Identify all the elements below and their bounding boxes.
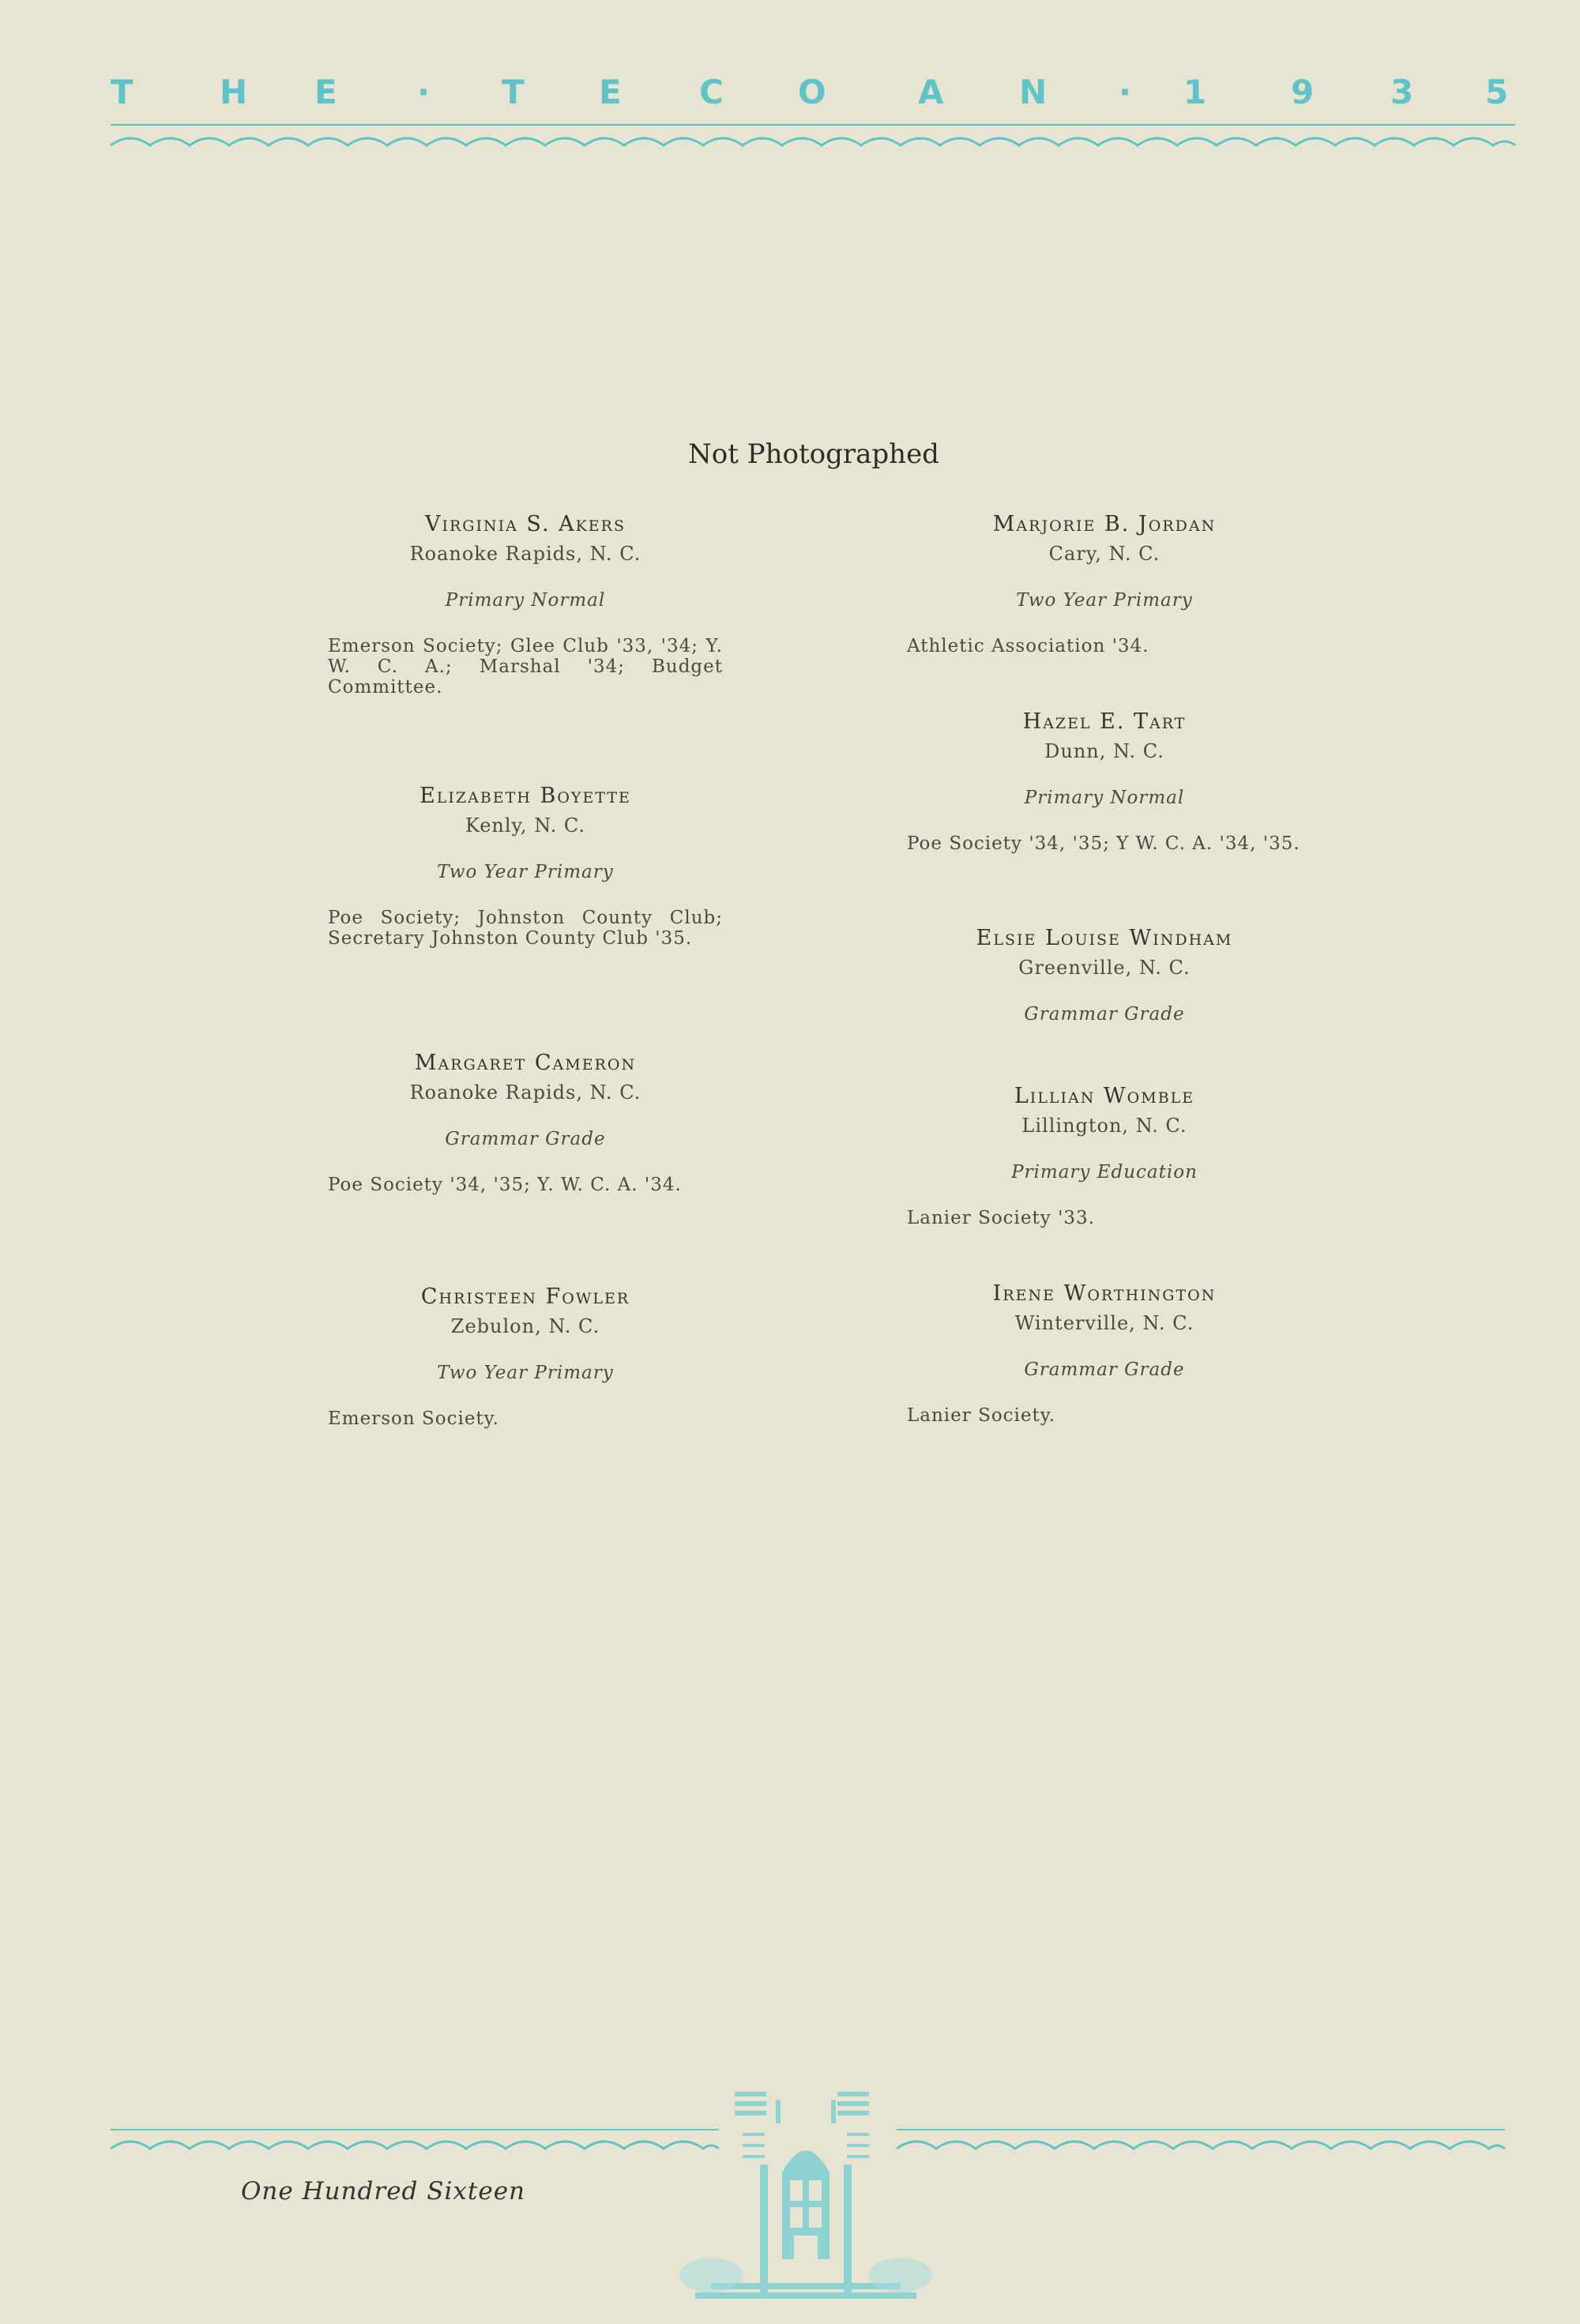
page-number-label: One Hundred Sixteen bbox=[241, 2177, 525, 2206]
student-hometown: Greenville, N. C. bbox=[1018, 957, 1191, 979]
student-entry bbox=[907, 709, 1302, 854]
header-letter: E bbox=[599, 73, 622, 111]
header-wave-divider bbox=[0, 118, 1580, 152]
header-letter: 1 bbox=[1183, 73, 1207, 111]
header-letter: E bbox=[314, 73, 337, 111]
student-course: Primary Normal bbox=[445, 590, 606, 611]
student-name: Virginia S. Akers bbox=[424, 512, 626, 536]
student-hometown: Cary, N. C. bbox=[1048, 543, 1161, 565]
header-letter: N bbox=[1019, 73, 1048, 111]
student-activities: Poe Society; Johnston County Club; Secretary Johnston County Club '35. bbox=[328, 908, 723, 949]
student-hometown: Roanoke Rapids, N. C. bbox=[409, 543, 641, 565]
header-letter: O bbox=[798, 73, 826, 111]
student-hometown: Kenly, N. C. bbox=[465, 814, 586, 837]
student-entry bbox=[328, 784, 723, 949]
student-hometown: Dunn, N. C. bbox=[1044, 740, 1164, 762]
student-name: Marjorie B. Jordan bbox=[992, 512, 1217, 536]
student-activities: Athletic Association '34. bbox=[907, 636, 1149, 656]
yearbook-header bbox=[111, 73, 1517, 112]
student-entry bbox=[328, 1051, 723, 1195]
student-course: Two Year Primary bbox=[437, 1363, 614, 1383]
student-hometown: Winterville, N. C. bbox=[1014, 1312, 1194, 1334]
student-course: Primary Normal bbox=[1024, 788, 1185, 808]
header-letter: · bbox=[417, 73, 430, 111]
student-course: Grammar Grade bbox=[445, 1129, 606, 1149]
student-activities: Emerson Society; Glee Club '33, '34; Y. W. C. A.; Marshal '34; Budget Committee. bbox=[328, 636, 723, 698]
student-hometown: Lillington, N. C. bbox=[1021, 1115, 1187, 1137]
student-name: Christeen Fowler bbox=[420, 1284, 630, 1309]
header-letter: T bbox=[111, 73, 134, 111]
header-letter: 3 bbox=[1390, 73, 1414, 111]
student-name: Elsie Louise Windham bbox=[976, 926, 1233, 950]
student-entry bbox=[328, 1284, 723, 1429]
student-name: Irene Worthington bbox=[992, 1281, 1217, 1306]
section-title: Not Photographed bbox=[688, 438, 939, 470]
student-activities: Lanier Society. bbox=[907, 1405, 1056, 1426]
student-course: Grammar Grade bbox=[1024, 1004, 1185, 1025]
student-name: Elizabeth Boyette bbox=[419, 784, 631, 808]
student-entry bbox=[328, 512, 723, 698]
student-name: Margaret Cameron bbox=[414, 1051, 637, 1075]
student-course: Primary Education bbox=[1011, 1162, 1198, 1183]
building-doorway-emblem bbox=[664, 2085, 948, 2307]
header-letter: 5 bbox=[1485, 73, 1509, 111]
student-hometown: Zebulon, N. C. bbox=[450, 1315, 600, 1337]
student-name: Lillian Womble bbox=[1014, 1084, 1195, 1108]
student-hometown: Roanoke Rapids, N. C. bbox=[409, 1081, 641, 1104]
header-letter: H bbox=[220, 73, 248, 111]
student-entry bbox=[907, 926, 1302, 1025]
student-activities: Poe Society '34, '35; Y W. C. A. '34, '35. bbox=[907, 833, 1300, 854]
student-entry bbox=[907, 1281, 1302, 1426]
header-letter: T bbox=[502, 73, 525, 111]
header-letter: A bbox=[918, 73, 944, 111]
student-entry bbox=[907, 1084, 1302, 1228]
student-course: Grammar Grade bbox=[1024, 1359, 1185, 1380]
student-entry bbox=[907, 512, 1302, 656]
student-course: Two Year Primary bbox=[1016, 590, 1193, 611]
student-name: Hazel E. Tart bbox=[1022, 709, 1187, 734]
student-activities: Lanier Society '33. bbox=[907, 1208, 1095, 1228]
header-letter: C bbox=[699, 73, 724, 111]
header-letter: 9 bbox=[1291, 73, 1315, 111]
student-activities: Poe Society '34, '35; Y. W. C. A. '34. bbox=[328, 1175, 682, 1195]
header-letter: · bbox=[1119, 73, 1131, 111]
student-course: Two Year Primary bbox=[437, 862, 614, 882]
student-activities: Emerson Society. bbox=[328, 1408, 499, 1429]
